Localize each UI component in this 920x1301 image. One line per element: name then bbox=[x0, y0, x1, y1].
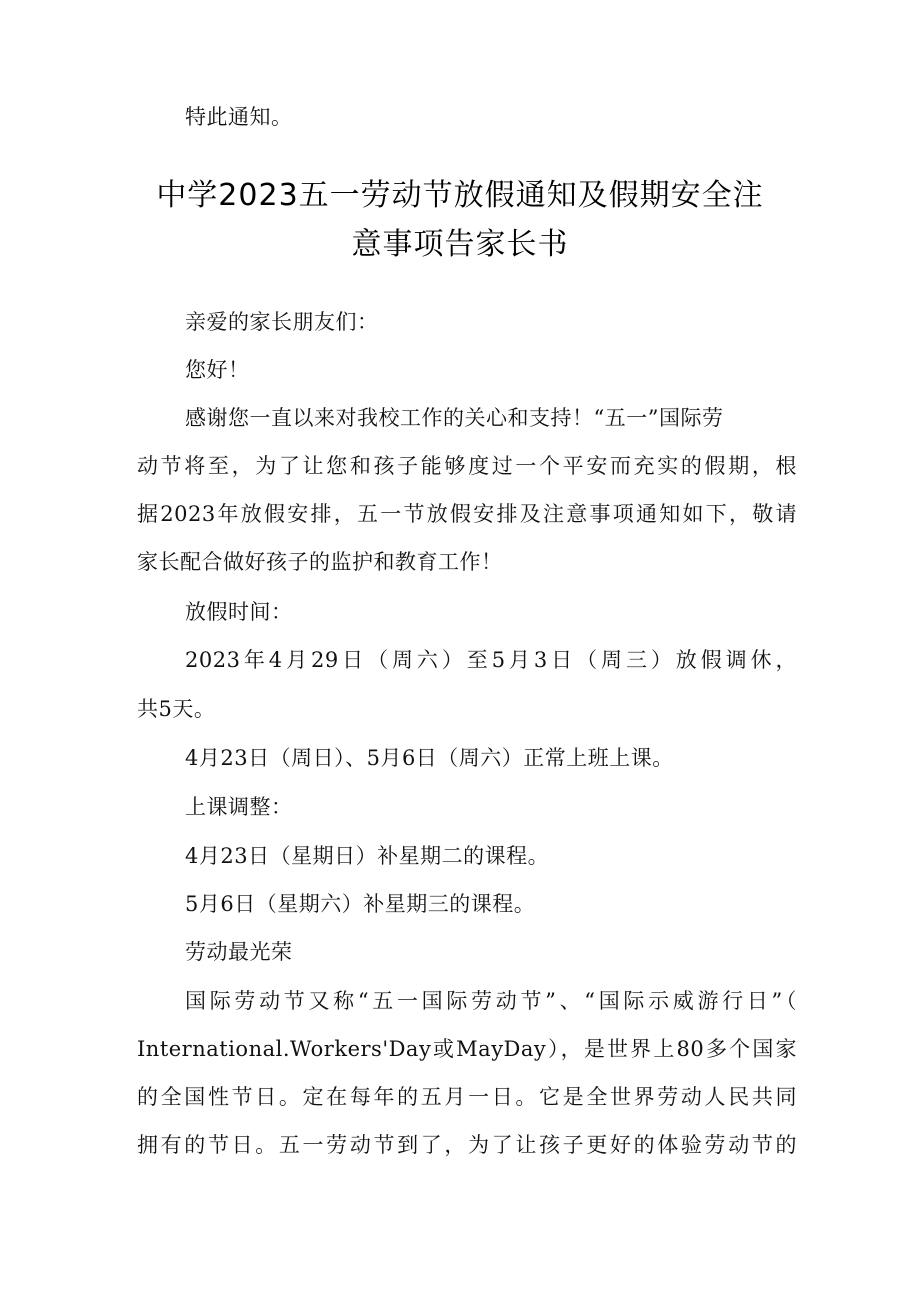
holiday-line-2: 共5天。 bbox=[137, 697, 216, 721]
document-title-line-1: 中学2023五一劳动节放假通知及假期安全注 bbox=[156, 178, 764, 213]
paragraph-1-line-4: 家长配合做好孩子的监护和教育工作！ bbox=[137, 550, 503, 574]
paragraph-1-line-2: 动节将至，为了让您和孩子能够度过一个平安而充实的假期，根 bbox=[137, 454, 797, 478]
paragraph-2-line-2: International.Workers'Day或MayDay），是世界上80多个国家 bbox=[137, 1037, 797, 1061]
salutation: 亲爱的家长朋友们： bbox=[185, 310, 379, 334]
paragraph-2-line-4: 拥有的节日。五一劳动节到了，为了让孩子更好的体验劳动节的 bbox=[137, 1133, 797, 1157]
adjust-item-2: 5月6日（星期六）补星期三的课程。 bbox=[185, 892, 536, 916]
adjust-heading: 上课调整： bbox=[185, 795, 293, 819]
holiday-heading: 放假时间： bbox=[185, 600, 293, 624]
greeting: 您好！ bbox=[185, 358, 250, 382]
paragraph-2-line-1: 国际劳动节又称“五一国际劳动节”、“国际示威游行日”（ bbox=[185, 989, 797, 1013]
section-heading: 劳动最光荣 bbox=[185, 940, 293, 964]
paragraph-1-line-3: 据2023年放假安排，五一节放假安排及注意事项通知如下，敬请 bbox=[137, 502, 797, 526]
paragraph-2-line-3: 的全国性节日。定在每年的五月一日。它是全世界劳动人民共同 bbox=[137, 1085, 797, 1109]
paragraph-1-line-1: 感谢您一直以来对我校工作的关心和支持！“五一”国际劳 bbox=[185, 406, 724, 430]
work-days-text: 4月23日（周日）、5月6日（周六）正常上班上课。 bbox=[185, 746, 674, 770]
closing-text: 特此通知。 bbox=[185, 105, 293, 129]
document-title-line-2: 意事项告家长书 bbox=[351, 227, 569, 262]
adjust-item-1: 4月23日（星期日）补星期二的课程。 bbox=[185, 844, 550, 868]
holiday-line-1: 2023年4月29日（周六）至5月3日（周三）放假调休， bbox=[185, 648, 797, 672]
